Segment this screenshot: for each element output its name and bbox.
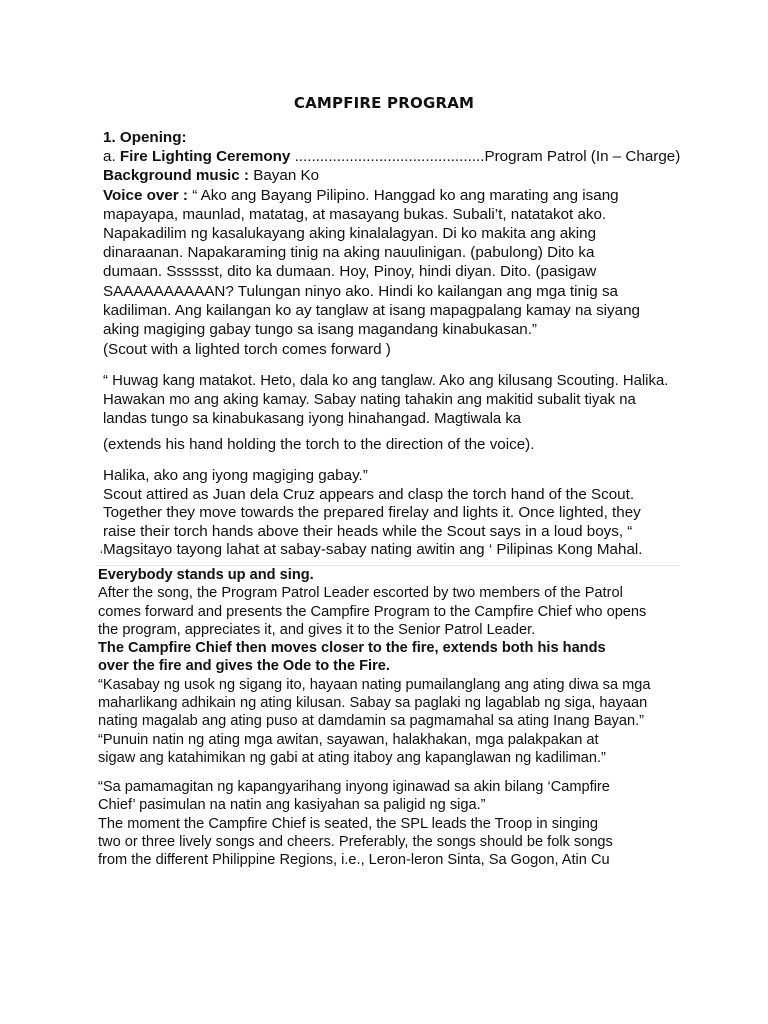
power-line: “Sa pamamagitan ng kapangyarihang inyong iginawad sa akin bilang ‘Campfire bbox=[98, 779, 610, 795]
spl-line: two or three lively songs and cheers. Preferably, the songs should be folk songs bbox=[98, 833, 613, 850]
extends-note: (extends his hand holding the torch to the direction of the voice). bbox=[103, 436, 535, 453]
voice-over-line: Napakadilim ng kasalukayang aking kinalalagyan. Di ko makita ang aking bbox=[103, 225, 597, 243]
ode-line: sigaw ang katahimikan ng gabi at ating itaboy ang kapanglawan ng kadiliman.” bbox=[98, 749, 606, 766]
after-song-line: After the song, the Program Patrol Leader escorted by two members of the Patrol bbox=[98, 585, 623, 602]
spl-line: The moment the Campfire Chief is seated, the SPL leads the Troop in singing bbox=[98, 815, 598, 832]
campfire-chief-line: over the fire and gives the Ode to the Fire. bbox=[98, 658, 390, 675]
opening-heading: 1. Opening: bbox=[103, 129, 187, 146]
scout-speech-line: landas tungo sa kinabukasang iyong hinahangad. Magtiwala ka bbox=[103, 411, 522, 428]
scout-note: (Scout with a lighted torch comes forward ) bbox=[103, 341, 391, 358]
ode-line: nating magalab ang ating puso at damdamin sa pagmamahal sa ating Inang Bayan.” bbox=[98, 713, 645, 730]
campfire-chief-line: The Campfire Chief then moves closer to the fire, extends both his hands bbox=[98, 640, 606, 657]
scout-speech-line: Hawakan mo ang aking kamay. Sabay nating tahakin ang makitid subalit tiyak na bbox=[103, 392, 636, 409]
scout-speech bbox=[103, 372, 703, 430]
closing-paragraph bbox=[103, 467, 703, 560]
ode-line: “Kasabay ng usok ng sigang ito, hayaan nating pumailanglang ang ating diwa sa mga bbox=[98, 676, 651, 693]
power-section bbox=[98, 778, 698, 869]
voice-over-line: aking magiging gabay tungo sa isang magandang kinabukasan.” bbox=[103, 321, 537, 339]
power-line: Chief’ pasimulan na natin ang kasiyahan sa paligid ng siga.” bbox=[98, 797, 486, 814]
voice-over-line: SAAAAAAAAAAN? Tulungan ninyo ako. Hindi ko kailangan ang mga tinig sa bbox=[103, 282, 619, 300]
song-section bbox=[98, 566, 698, 767]
after-song-line: the program, appreciates it, and gives it to the Senior Patrol Leader. bbox=[98, 621, 536, 638]
voice-over-line: mapayapa, maunlad, matatag, at masayang bukas. Subali’t, natatakot ako. bbox=[103, 205, 607, 223]
closing-line: raise their torch hands above their heads while the Scout says in a loud boys, “ bbox=[103, 522, 633, 540]
everybody-line: Everybody stands up and sing. bbox=[98, 567, 314, 583]
stray-mark: ‘ bbox=[100, 548, 103, 562]
background-music-line: Background music : Bayan Ko bbox=[103, 167, 320, 185]
closing-line: Halika, ako ang iyong magiging gabay.” bbox=[103, 467, 368, 484]
closing-line: Magsitayo tayong lahat at sabay-sabay nating awitin ang ‘ Pilipinas Kong Mahal. bbox=[103, 541, 643, 559]
voice-over-line: dumaan. Sssssst, dito ka dumaan. Hoy, Pinoy, hindi diyan. Dito. (pasigaw bbox=[103, 263, 597, 281]
ode-line: “Punuin natin ng ating mga awitan, sayawan, halakhakan, mga palakpakan at bbox=[98, 731, 599, 748]
ode-line: maharlikang adhikain ng ating kilusan. Sabay sa paglaki ng lagablab ng siga, hayaan bbox=[98, 695, 648, 712]
scout-speech-line: “ Huwag kang matakot. Heto, dala ko ang tanglaw. Ako ang kilusang Scouting. Halika. bbox=[103, 373, 669, 389]
closing-line: Scout attired as Juan dela Cruz appears and clasp the torch hand of the Scout. bbox=[103, 485, 635, 503]
voice-over-line: dinaraanan. Napakaraming tinig na aking nauulinigan. (pabulong) Dito ka bbox=[103, 244, 595, 262]
voice-over-line: Voice over : “ Ako ang Bayang Pilipino. Hanggad ko ang marating ang isang bbox=[103, 186, 619, 204]
document-title: CAMPFIRE PROGRAM bbox=[293, 94, 475, 112]
voice-over-line: kadiliman. Ang kailangan ko ay tanglaw at isang mapagpalang kamay na siyang bbox=[103, 301, 640, 319]
fire-lighting-line: a. Fire Lighting Ceremony .............................................Program Patrol (In – Charge) bbox=[103, 148, 681, 166]
after-song-line: comes forward and presents the Campfire Program to the Campfire Chief who opens bbox=[98, 603, 647, 620]
opening-section bbox=[103, 128, 703, 339]
spl-line: from the different Philippine Regions, i.e., Leron-leron Sinta, Sa Gogon, Atin Cu bbox=[98, 852, 610, 869]
closing-line: Together they move towards the prepared firelay and lights it. Once lighted, they bbox=[103, 504, 641, 522]
